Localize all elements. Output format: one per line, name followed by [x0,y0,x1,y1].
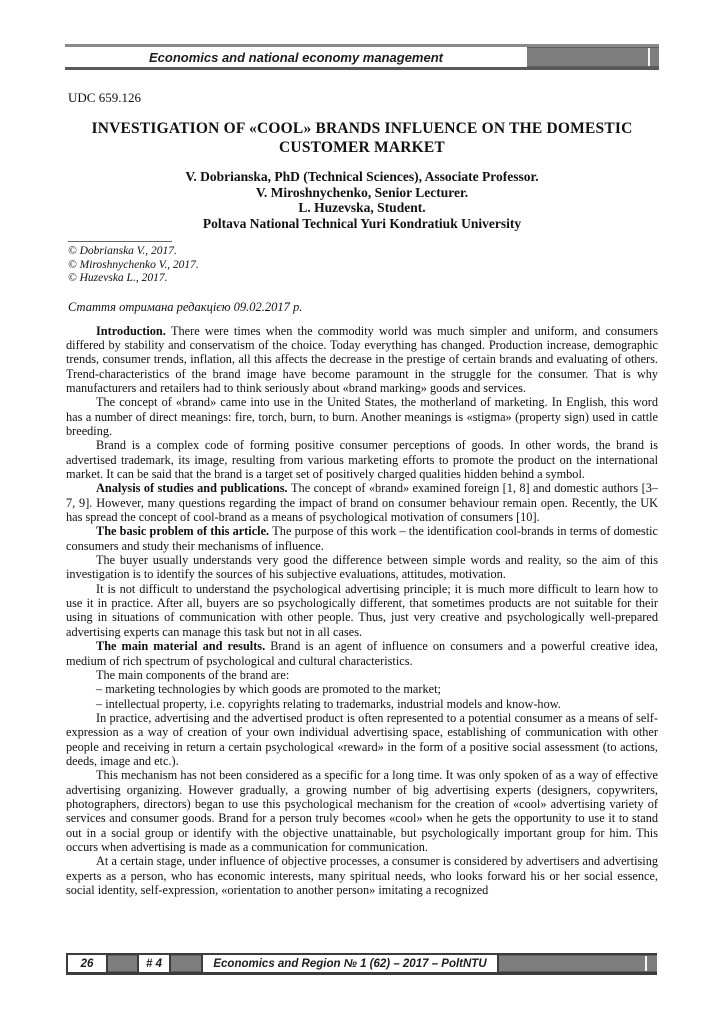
paragraph-lead: Introduction. [96,323,171,338]
footer-gray-block [171,955,201,972]
author-lines [66,169,658,216]
udc-code: UDC 659.126 [68,90,141,105]
issue-number: # 4 [137,955,171,972]
author-line: V. Miroshnychenko, Senior Lecturer. [255,184,469,200]
received-note: Стаття отримана редакцією 09.02.2017 р. [68,299,303,314]
copyright-line: © Huzevska L., 2017. [68,272,168,285]
footnote-rule [68,241,172,242]
footer-gray-block [108,955,137,972]
author-line: V. Dobrianska, PhD (Technical Sciences), Associate Professor. [185,169,539,184]
header-gray-block [527,47,659,67]
running-footer [66,953,657,975]
paragraph: – intellectual property, i.e. copyrights relating to trademarks, industrial models and know-how. [96,696,561,711]
article-body [66,324,658,898]
paragraph: Brand is a complex code of forming positive consumer perceptions of goods. In other words, the brand is advertised trademark, its image, resulting from various marketing efforts to promote the product on the international market. It can be said that the brand is a target set of positively charged qualities hidden behind a symbol. [66,438,658,482]
paragraph: The buyer usually understands very good the difference between simple words and reality, so the aim of this investigation is to identify the sources of his subjective evaluations, attitudes, motivation. [66,553,658,582]
paragraph: The basic problem of this article. The purpose of this work – the identification cool-brands in terms of domestic consumers and study their mechanisms of influence. [66,524,658,553]
paragraph: The main components of the brand are: [96,667,290,682]
paragraph: In practice, advertising and the advertised product is often represented to a potential consumer as a means of self-expression as a way of creation of your own individual advertising space, establishing of communication with other people and receiving in return a certain psychological «reward» in the form of a positive social assessment (to actions, deeds, image and etc.). [66,710,658,768]
paragraph: At a certain stage, under influence of objective processes, a consumer is considered by advertisers and advertising experts as a person, who has economic interests, many spiritual needs, who looks forward his or her social essence, social identity, self-expression, «orientation to another person» imitating a recognized [66,854,658,897]
running-header [65,44,659,70]
affiliation: Poltava National Technical Yuri Kondratiuk University [202,215,522,231]
journal-line: Economics and Region № 1 (62) – 2017 – PoltNTU [201,955,499,972]
page-number: 26 [66,955,108,972]
author-line: L. Huzevska, Student. [298,200,426,216]
copyright-line: © Dobrianska V., 2017. [68,245,177,258]
paragraph-lead: The main material and results. [96,639,271,654]
paragraph: The main material and results. Brand is an agent of influence on consumers and a powerful creative idea, medium of rich spectrum of psychological and cultural characteristics. [66,639,658,668]
paragraph-lead: Analysis of studies and publications. [96,481,292,496]
copyright-lines [68,245,658,285]
paragraph-lead: The basic problem of this article. [96,524,273,539]
footer-gray-block [499,955,657,972]
paragraph: The concept of «brand» came into use in the United States, the motherland of marketing. In English, this word has a number of direct meanings: fire, torch, burn, to burn. Another meanings is «stigma» (property sign) used in cattle breeding. [66,395,658,438]
paragraph: Introduction. There were times when the commodity world was much simpler and uniform, and consumers differed by stability and conservatism of the choice. Today everything has changed. Production increase, demographic trends, consumer trends, inflation, all this affects the decrease in the prestige of certain brands and evaluating of others. Trend-characteristics of the brand image have become paramount in the struggle for the consumer. That is why manufacturers and retailers had to think seriously about «brand marking» goods and services. [66,323,658,395]
section-title: Economics and national economy management [65,47,527,67]
copyright-line: © Miroshnychenko V., 2017. [68,258,199,271]
paragraph: Analysis of studies and publications. The concept of «brand» examined foreign [1, 8] and domestic authors [3–7, 9]. However, many questions regarding the impact of brand on consumer behaviour remain open. Recently, the UK has spread the concept of cool-brand as a means of psychological motivation of consumers [10]. [66,481,658,525]
article-content [66,84,658,950]
paragraph: – marketing technologies by which goods are promoted to the market; [96,682,441,697]
paragraph: This mechanism has not been considered as a specific for a long time. It was only spoken of as a way of effective advertising organizing. However gradually, a growing number of big advertising experts (designers, copywriters, photographers, directors) began to use this psychological mechanism for the creation of «cool» advertising variety of services and consumer goods. Brand for a person truly becomes «cool» when he gets the opportunity to use it to stand out in a social group or identify with the objective unattainable, but psychologically important group for him. This occurs when advertising is made as a communication for communication. [66,768,658,854]
article-title: INVESTIGATION OF «COOL» BRANDS INFLUENCE ON THE DOMESTIC CUSTOMER MARKET [91,120,633,156]
paragraph: It is not difficult to understand the psychological advertising principle; it is much more difficult to learn how to use it in practice. After all, buyers are so psychologically different, that sometimes products are not suitable for their using in situations of communication with other people. Thus, just very creative and psychologically well-prepared advertising experts can manage this task but not in all cases. [66,581,658,639]
